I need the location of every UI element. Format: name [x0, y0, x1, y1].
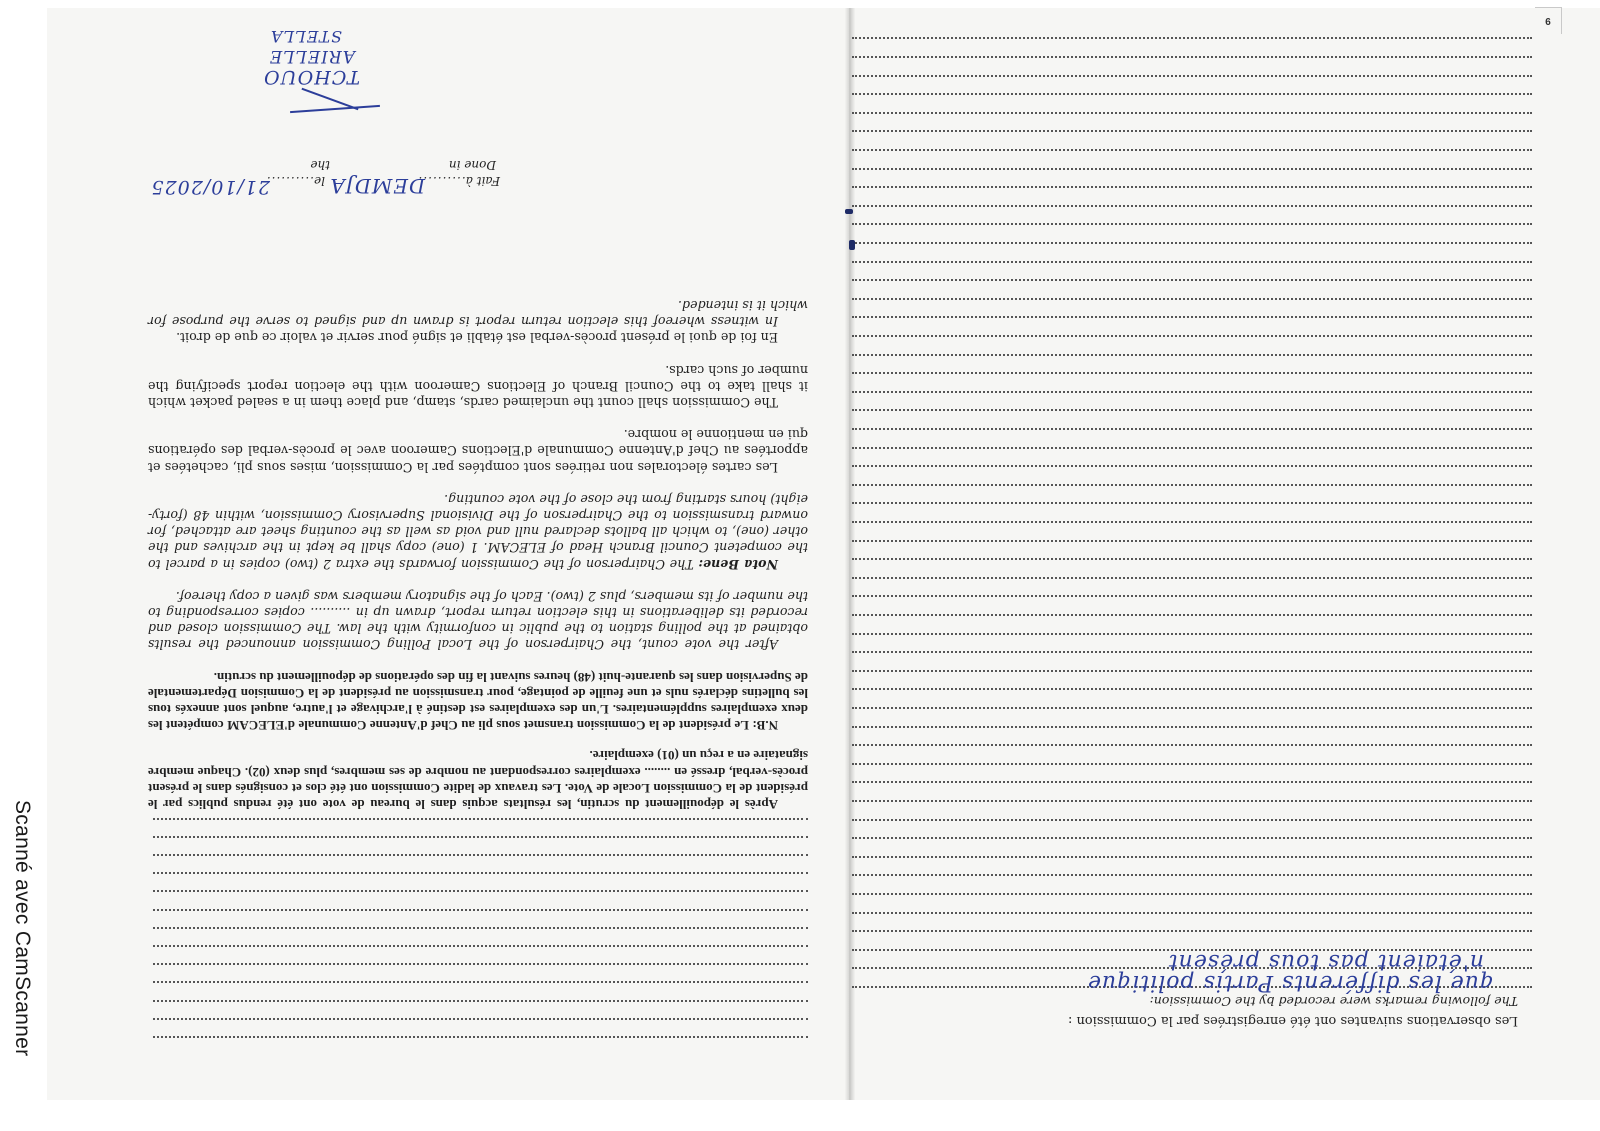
binding-clip-mark-2 — [845, 209, 853, 214]
dotted-writing-line — [852, 558, 1532, 560]
done-in-en: Done in — [448, 158, 496, 172]
dotted-writing-line — [852, 930, 1532, 932]
dotted-writing-line — [852, 298, 1532, 300]
dotted-writing-line — [852, 316, 1532, 318]
dotted-writing-line — [852, 540, 1532, 542]
dotted-writing-line — [153, 927, 808, 929]
dotted-writing-line — [852, 577, 1532, 579]
para-en-nb-label: Nota Bene: — [698, 556, 778, 572]
dotted-writing-line — [852, 781, 1532, 783]
dotted-writing-line — [852, 149, 1532, 151]
dotted-writing-line — [852, 707, 1532, 709]
para-fr-nb-label: N.B: — [752, 718, 778, 734]
dotted-writing-line — [852, 391, 1532, 393]
dotted-writing-line — [852, 670, 1532, 672]
handwritten-place: DEMDJA — [329, 174, 425, 198]
date-label-fr: le.......... — [265, 174, 325, 188]
signatory-name-line-3: STELLA — [269, 27, 342, 46]
camscanner-watermark — [2, 800, 42, 1100]
dotted-writing-line — [153, 836, 808, 838]
page-number: 9 — [1535, 7, 1562, 34]
dotted-writing-line — [852, 168, 1532, 170]
dotted-writing-line — [852, 502, 1532, 504]
dotted-writing-line — [852, 800, 1532, 802]
dotted-writing-line — [852, 893, 1532, 895]
dotted-writing-line — [852, 614, 1532, 616]
done-in-fr: Fait à.......... — [417, 174, 500, 188]
para-fr-cards: Les cartes électorales non retirées sont comptées par la Commission, mises sous pli, cachetées et apportées au Chef d'Antenne Communale d'Elections Cameroon avec le procès-verbal des opérations qui en mentionne le nombre. — [148, 427, 808, 475]
observations-heading-en: The following remarks were recorded by the Commission: — [1149, 994, 1518, 1009]
dotted-writing-line — [852, 56, 1532, 58]
dotted-writing-line — [852, 744, 1532, 746]
signature-stroke — [290, 105, 380, 113]
para-en-witness: In witness whereof this election return report is drawn up and signed to serve the purpose for which it is intended. — [148, 297, 808, 330]
handwritten-observation-line-1: que les différents Partis politique — [1086, 970, 1494, 995]
signatory-name-line-1: TCHOUO — [263, 66, 360, 88]
dotted-writing-line — [153, 818, 808, 820]
dotted-writing-line — [852, 75, 1532, 77]
minutes-text — [148, 297, 808, 812]
para-fr-witness: En foi de quoi le présent procès-verbal est établi et signé pour servir et valoir ce que de droit. — [176, 330, 778, 346]
para-fr-nb — [148, 668, 808, 733]
para-fr-nb-body: Le président de la Commission transmet sous pli au Chef d'Antenne Communale d'ELECAM compétent les deux exemplaires supplémentaires. L'un des exemplaires est destiné à l'archivage et l'autre, auquel sont annexés tous les bulletins déclarés nuls et une feuille de pointage, pour transmission au président de la Commision Départementale de Supervision dans les quarante-huit (48) heures suivant la fin des opérations de dépouillement du scrutin. — [148, 669, 808, 734]
para-fr-results: Après le dépouillement du scrutin, les résultats acquis dans le bureau de vote ont été rendus publics par le président de la Commission Locale de Vote. Les travaux de ladite Commission ont été clos et consignés dans le présent procès-verbal, dressé en ........ exemplaires correspondant au nombre de ses membres, plus deux (02). Chaque membre signataire en a reçu un (01) exemplaire. — [148, 748, 808, 812]
para-en-results: After the vote count, the Chairperson of the Local Polling Commission announced the results obtained at the polling station to the public in conformity with the law. The Commission closed and recorded its deliberations in this election return report, drawn up in .......... copies corresponding to the number of its members, plus 2 (two). Each of the signatory members was given a copy thereof. — [148, 588, 808, 653]
dotted-writing-line — [852, 819, 1532, 821]
dotted-writing-line — [852, 447, 1532, 449]
dotted-writing-line — [852, 261, 1532, 263]
dotted-writing-line — [852, 726, 1532, 728]
dotted-writing-line — [852, 763, 1532, 765]
dotted-writing-line — [852, 856, 1532, 858]
dotted-writing-line — [852, 37, 1532, 39]
dotted-writing-line — [852, 130, 1532, 132]
dotted-writing-line — [153, 1000, 808, 1002]
dotted-writing-line — [852, 633, 1532, 635]
dotted-writing-line — [852, 521, 1532, 523]
scanned-document-spread — [47, 8, 1600, 1100]
observations-page — [852, 8, 1551, 1100]
dotted-writing-line — [852, 651, 1532, 653]
dotted-writing-line — [153, 1018, 808, 1020]
binding-clip-mark — [849, 240, 855, 250]
dotted-writing-line — [153, 981, 808, 983]
dotted-writing-line — [852, 428, 1532, 430]
dotted-writing-line — [852, 874, 1532, 876]
dotted-writing-line — [852, 242, 1532, 244]
dotted-writing-line — [852, 112, 1532, 114]
observations-heading-fr: Les observations suivantes ont été enregistrées par la Commission : — [1067, 1013, 1518, 1028]
dotted-writing-line — [153, 1036, 808, 1038]
dotted-writing-line — [852, 279, 1532, 281]
observations-heading — [868, 994, 1518, 1028]
handwritten-date: 21/10/2025 — [150, 176, 270, 198]
dotted-writing-line — [852, 205, 1532, 207]
dotted-writing-line — [852, 595, 1532, 597]
dotted-writing-line — [852, 912, 1532, 914]
para-en-nb — [148, 491, 808, 572]
dotted-writing-line — [852, 354, 1532, 356]
dotted-writing-line — [852, 465, 1532, 467]
handwritten-observation-line-2: n'étaient pas tous présent — [1167, 949, 1484, 974]
dotted-writing-line — [153, 872, 808, 874]
signature-stroke-2 — [301, 88, 358, 110]
dotted-writing-line — [852, 93, 1532, 95]
dotted-writing-line — [852, 186, 1532, 188]
dotted-writing-line — [852, 372, 1532, 374]
dotted-writing-line — [153, 890, 808, 892]
para-en-cards: The Commission shall count the unclaimed cards, stamp, and place them in a sealed packet which it shall take to the Council Branch of Elections Cameroon with the election report specifying the number of such cards. — [148, 362, 808, 410]
dotted-writing-line — [153, 854, 808, 856]
signatory-name-line-2: ARIELLE — [268, 46, 355, 66]
dotted-writing-line — [852, 688, 1532, 690]
dotted-writing-line — [153, 945, 808, 947]
minutes-page — [100, 8, 830, 1100]
dotted-writing-line — [852, 223, 1532, 225]
date-label-en: the — [310, 158, 330, 172]
dotted-writing-line — [852, 484, 1532, 486]
dotted-writing-line — [852, 335, 1532, 337]
dotted-writing-line — [852, 837, 1532, 839]
dotted-writing-line — [153, 963, 808, 965]
dotted-writing-line — [153, 909, 808, 911]
para-en-nb-body: The Chairperson of the Commission forwards the extra 2 (two) copies in a parcel to the competent Council Branch Head of ELECAM. 1 (one) copy shall be kept in the archives and the other (one), to which all ballots declared null and void as well as the counting sheet are attached, for onward transmission to the Chairperson of the Divisional Supervisory Commission, within 48 (forty-eight) hours starting from the close of the vote counting. — [148, 491, 808, 572]
dotted-writing-line — [852, 409, 1532, 411]
watermark-text: Scanné avec CamScanner — [11, 800, 34, 1057]
